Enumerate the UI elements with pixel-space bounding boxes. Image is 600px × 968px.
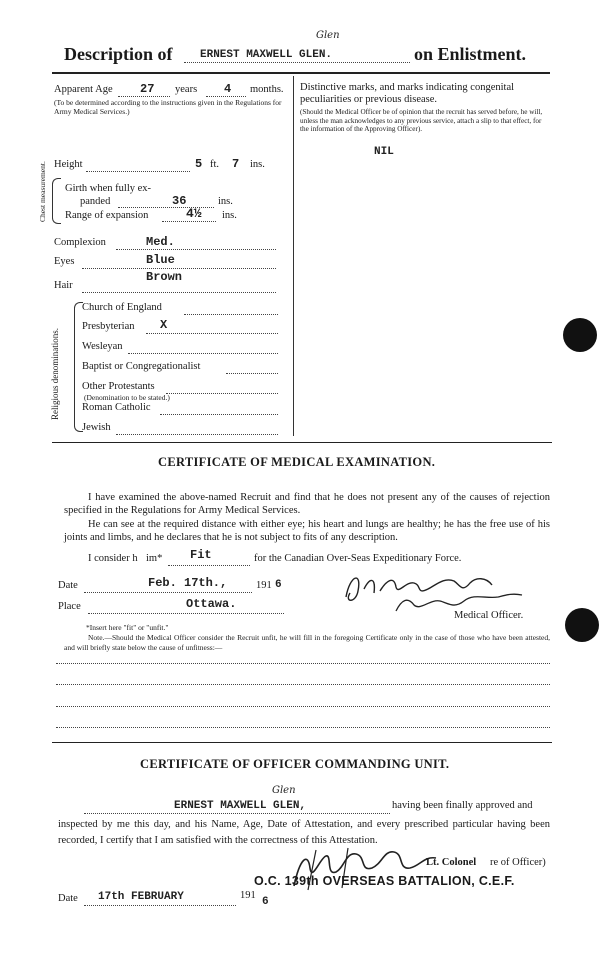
medical-officer-signature	[336, 563, 536, 613]
header-name-correction: Glen	[316, 30, 340, 41]
ins-label: ins.	[250, 159, 265, 170]
section-rule-2	[52, 742, 552, 743]
hair-label: Hair	[54, 280, 73, 291]
consider-prefix: I consider h	[88, 553, 138, 564]
expansion-label: Range of expansion	[65, 210, 149, 221]
officer-date-label: Date	[58, 893, 78, 904]
officer-year-prefix: 191	[240, 890, 256, 901]
note-line-2	[56, 684, 550, 685]
religion-baptist: Baptist or Congregationalist	[82, 361, 201, 372]
eyes-value: Blue	[146, 253, 175, 267]
commanding-officer-signature	[286, 838, 456, 898]
officer-year-suffix: 6	[262, 896, 269, 908]
religion-label: Religious denominations.	[50, 328, 60, 420]
consider-end: for the Canadian Over-Seas Expeditionary Force.	[254, 553, 462, 564]
age-years-value: 27	[140, 82, 155, 96]
complexion-value: Med.	[146, 235, 175, 249]
medical-date-value: Feb. 17th.,	[148, 576, 228, 590]
medical-place-label: Place	[58, 601, 81, 612]
hair-value: Brown	[146, 270, 183, 284]
complexion-label: Complexion	[54, 237, 106, 248]
height-ft-value: 5	[195, 157, 203, 171]
eyes-label: Eyes	[54, 256, 75, 267]
consider-suffix: im*	[146, 553, 163, 564]
officer-date-value: 17th FEBRUARY	[98, 891, 184, 903]
girth-ins-label: ins.	[218, 196, 233, 207]
years-label: years	[175, 84, 198, 95]
religion-presbyterian: Presbyterian	[82, 321, 135, 332]
officer-name-correction: Glen	[272, 785, 296, 796]
rank-label: Lt. Colonel	[426, 857, 477, 868]
distinctive-marks-note: (Should the Medical Officer be of opinion that the recruit has served before, he will, unless the man acknowledges to any previous service, attach a slip to that effect, for the information of the Approving Officer).	[300, 108, 543, 133]
other-protestants-note: (Denomination to be stated.)	[84, 393, 170, 402]
height-label: Height	[54, 159, 83, 170]
medical-paragraph-1: I have examined the above-named Recruit and find that he does not present any of the causes of rejection specified in the Regulations for Army Medical Services.	[64, 492, 550, 516]
fit-value: Fit	[190, 548, 212, 562]
officer-para-start: having been finally approved and	[392, 800, 533, 811]
officer-recruit-name: ERNEST MAXWELL GLEN,	[174, 800, 307, 812]
age-instruction-note: (To be determined according to the instructions given in the Regulations for Army Medical Services.)	[54, 98, 282, 116]
header-recruit-name: ERNEST MAXWELL GLEN.	[200, 49, 333, 61]
insert-note: *Insert here "fit" or "unfit."	[86, 623, 169, 632]
ft-label: ft.	[210, 159, 220, 170]
header-title-right: on Enlistment.	[414, 44, 527, 64]
chest-brace	[52, 178, 61, 224]
note-line-1	[56, 663, 550, 664]
expansion-ins-label: ins.	[222, 210, 237, 221]
officer-para-rest: inspected by me this day, and his Name, Age, Date of Attestation, and every prescribed particular having been recorded, I certify that I am satisfied with the correctness of this Attestation.	[58, 819, 550, 846]
medical-note: Note.—Should the Medical Officer consider the Recruit unfit, he will fill in the foregoing Certificate only in the case of those who have been attested, and will briefly state below the cause of unfitness:—	[64, 633, 550, 652]
medical-year-suffix: 6	[275, 579, 282, 591]
presbyterian-mark: X	[160, 318, 168, 332]
note-line-4	[56, 727, 550, 728]
medical-officer-label: Medical Officer.	[454, 610, 524, 621]
officer-heading: CERTIFICATE OF OFFICER COMMANDING UNIT.	[140, 757, 450, 771]
religion-church-of-england: Church of England	[82, 302, 162, 313]
religion-wesleyan: Wesleyan	[82, 341, 123, 352]
age-label: Apparent Age	[54, 84, 113, 95]
section-rule-1	[52, 442, 552, 443]
binder-hole-bottom	[565, 608, 599, 642]
medical-paragraph-2: He can see at the required distance with either eye; his heart and lungs are healthy; he has the free use of his joints and limbs, and he declares that he is not subject to fits of any description.	[64, 519, 550, 543]
medical-heading: CERTIFICATE OF MEDICAL EXAMINATION.	[158, 455, 436, 469]
religion-other-protestants: Other Protestants	[82, 381, 155, 392]
medical-place-value: Ottawa.	[186, 597, 237, 611]
binder-hole-top	[563, 318, 597, 352]
battalion-stamp: O.C. 139th OVERSEAS BATTALION, C.E.F.	[254, 874, 515, 888]
column-divider	[293, 76, 294, 436]
header-rule	[52, 72, 550, 74]
months-label: months.	[250, 84, 284, 95]
distinctive-marks-value: NIL	[374, 146, 394, 158]
expansion-value: 4½	[186, 206, 202, 221]
height-in-value: 7	[232, 157, 240, 171]
medical-date-label: Date	[58, 580, 78, 591]
age-months-value: 4	[224, 82, 232, 96]
chest-label: Chest measurement.	[38, 161, 47, 222]
note-line-3	[56, 706, 550, 707]
religion-jewish: Jewish	[82, 422, 111, 433]
header-title-left: Description of	[64, 44, 173, 64]
officer-label-tail: re of Officer)	[490, 857, 546, 868]
distinctive-marks-label: Distinctive marks, and marks indicating congenital peculiarities or previous disease.	[300, 82, 515, 105]
medical-year-prefix: 191	[256, 580, 272, 591]
girth-value: 36	[172, 194, 187, 208]
religion-roman-catholic: Roman Catholic	[82, 402, 151, 413]
girth-label-line1: Girth when fully ex-	[65, 183, 152, 194]
girth-label-line2: panded	[80, 196, 111, 207]
